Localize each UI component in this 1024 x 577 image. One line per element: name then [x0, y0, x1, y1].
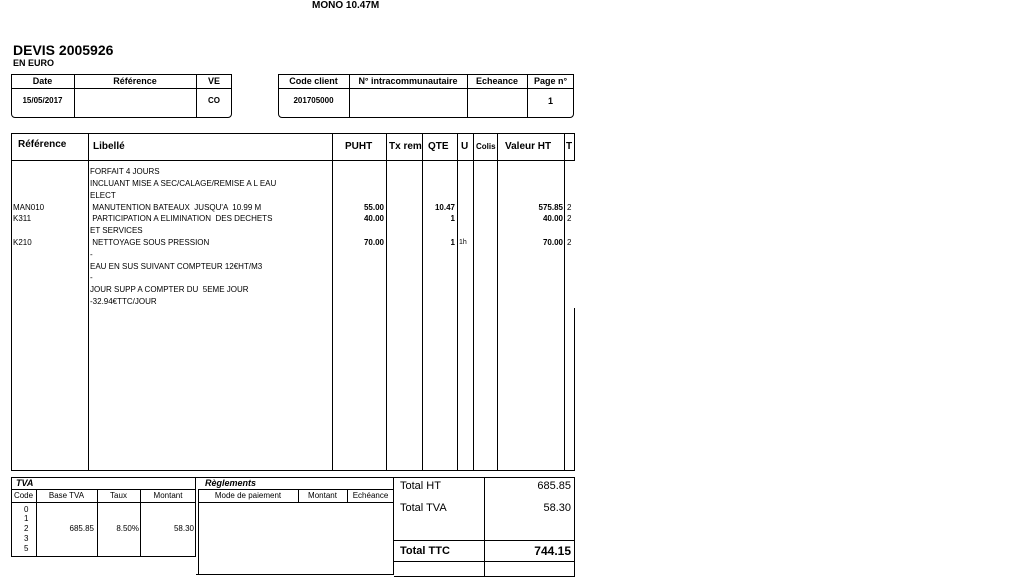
table-row-puht: 40.00 — [363, 214, 384, 223]
table-row-qte: 10.47 — [434, 203, 455, 212]
total-tva-value: 58.30 — [543, 502, 571, 514]
ve-header: VE — [207, 76, 220, 86]
divider — [11, 502, 196, 503]
divider — [564, 133, 565, 471]
divider — [386, 133, 387, 471]
table-row-puht: 55.00 — [363, 203, 384, 212]
table-row-t: 2 — [567, 214, 572, 223]
table-row-label: - — [90, 250, 93, 259]
tva-col-montant: Montant — [153, 491, 183, 500]
table-row-label: INCLUANT MISE A SEC/CALAGE/REMISE A L EAU — [90, 179, 277, 188]
tva-col-code: Code — [13, 491, 34, 500]
table-row-unit: 1h — [459, 239, 467, 246]
tva-code: 3 — [24, 534, 29, 543]
page-value: 1 — [547, 96, 553, 106]
table-row-ref: MAN010 — [13, 203, 45, 212]
table-row-label: JOUR SUPP A COMPTER DU 5EME JOUR — [90, 285, 249, 294]
table-row-valeur: 575.85 — [538, 203, 563, 212]
tva-code: 1 — [24, 514, 29, 523]
divider — [422, 133, 423, 471]
table-row-t: 2 — [567, 203, 572, 212]
tva-col-base: Base TVA — [48, 491, 85, 500]
tva-code: 5 — [24, 544, 29, 553]
divider — [278, 88, 574, 89]
col-puht: PUHT — [345, 141, 373, 152]
divider — [394, 561, 575, 562]
table-row-qte: 1 — [450, 238, 455, 247]
intra-header: N° intracommunautaire — [358, 76, 458, 86]
total-ht-label: Total HT — [400, 480, 441, 492]
total-ht-value: 685.85 — [537, 480, 571, 492]
table-row-label: PARTICIPATION A ELIMINATION DES DECHETS — [90, 214, 273, 223]
table-row-ref: K210 — [13, 238, 32, 247]
page-header: Page n° — [533, 76, 568, 86]
col-txrem: Tx rem — [389, 141, 422, 152]
page-title: DEVIS 2005926 — [13, 42, 114, 58]
table-row-ref: K311 — [13, 214, 32, 223]
tva-montant-value: 58.30 — [173, 524, 194, 533]
currency-label: EN EURO — [13, 58, 55, 68]
table-row-label: -32.94€TTC/JOUR — [90, 297, 157, 306]
col-t: T — [566, 141, 573, 152]
divider — [574, 133, 575, 160]
divider — [198, 489, 394, 490]
col-reference: Référence — [18, 139, 67, 150]
table-row-qte: 1 — [450, 214, 455, 223]
divider — [198, 502, 394, 503]
ve-value: CO — [208, 96, 220, 105]
divider — [11, 489, 196, 490]
client-code-value: 201705000 — [293, 96, 334, 105]
col-u: U — [461, 141, 469, 152]
divider — [332, 133, 333, 471]
reglements-title: Règlements — [205, 478, 257, 488]
divider — [574, 308, 575, 471]
divider — [457, 133, 458, 471]
reference-header: Référence — [113, 76, 157, 86]
total-tva-label: Total TVA — [400, 502, 447, 514]
echeance-header: Echeance — [475, 76, 519, 86]
document-label: MONO 10.47M — [312, 0, 380, 11]
tva-col-taux: Taux — [110, 491, 127, 500]
col-echeance: Echéance — [352, 491, 389, 500]
table-row-t: 2 — [567, 238, 572, 247]
table-row-puht: 70.00 — [363, 238, 384, 247]
divider — [484, 477, 485, 577]
table-row-label: EAU EN SUS SUIVANT COMPTEUR 12€HT/M3 — [90, 262, 263, 271]
table-row-valeur: 40.00 — [542, 214, 563, 223]
client-code-header: Code client — [289, 76, 338, 86]
tva-title: TVA — [16, 478, 34, 488]
table-row-valeur: 70.00 — [542, 238, 563, 247]
divider — [473, 133, 474, 471]
table-row-label: FORFAIT 4 JOURS — [90, 167, 160, 176]
date-header: Date — [32, 76, 53, 86]
tva-code: 2 — [24, 524, 29, 533]
table-row-label: ELECT — [90, 191, 116, 200]
divider — [11, 88, 232, 89]
table-row-label: NETTOYAGE SOUS PRESSION — [90, 238, 210, 247]
col-montant: Montant — [308, 491, 337, 500]
divider — [497, 133, 498, 471]
total-ttc-label: Total TTC — [400, 545, 450, 557]
tva-base-value: 685.85 — [69, 524, 94, 533]
table-row-label: ET SERVICES — [90, 226, 143, 235]
tva-code: 0 — [24, 505, 29, 514]
divider — [394, 540, 575, 541]
col-qte: QTE — [428, 141, 449, 152]
table-row-label: MANUTENTION BATEAUX JUSQU'A 10.99 M — [90, 203, 262, 212]
total-ttc-value: 744.15 — [534, 544, 571, 558]
col-mode-paiement: Mode de paiement — [214, 491, 282, 500]
col-libelle: Libellé — [93, 141, 125, 152]
table-row-label: - — [90, 273, 93, 282]
divider — [11, 160, 575, 161]
divider — [88, 133, 89, 471]
tva-taux-value: 8.50% — [116, 524, 139, 533]
date-value: 15/05/2017 — [22, 96, 63, 105]
divider — [198, 489, 199, 575]
col-valeur: Valeur HT — [505, 141, 552, 152]
col-colis: Colis — [476, 142, 496, 151]
